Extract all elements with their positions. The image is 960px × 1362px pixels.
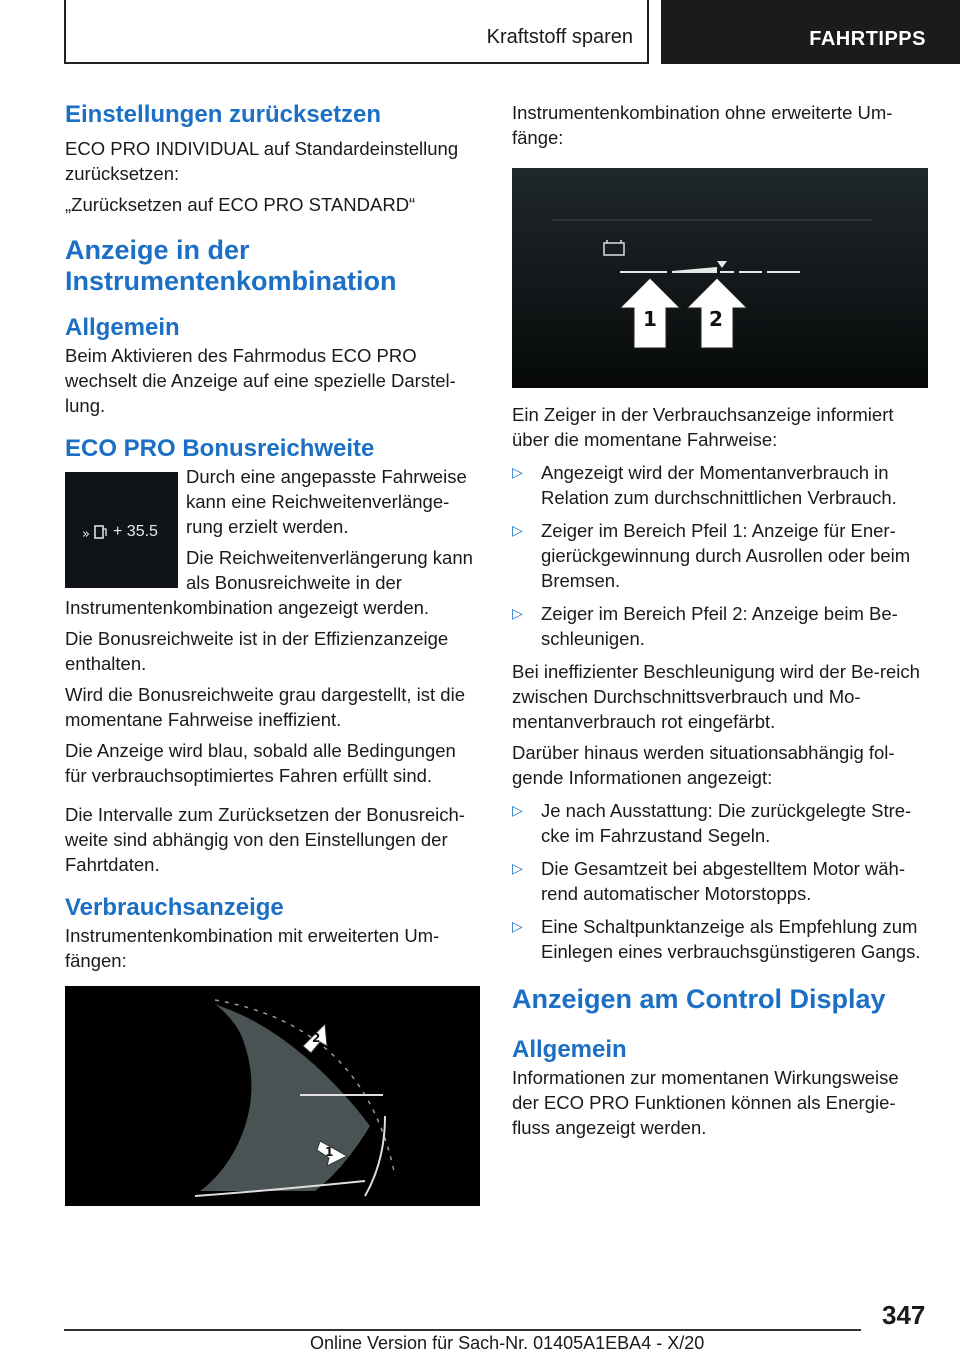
figure-label-2: 2 <box>312 1031 321 1045</box>
triangle-bullet-icon: ▷ <box>512 605 523 621</box>
footer-divider <box>64 1329 861 1331</box>
extended-cluster-figure <box>65 986 480 1206</box>
list-item <box>512 856 928 906</box>
svg-text:»: » <box>82 527 90 542</box>
list-item-text: Zeiger im Bereich Pfeil 2: Anzeige beim Be-schleunigen. <box>541 603 898 649</box>
pointer-paragraph: Ein Zeiger in der Verbrauchsanzeige informiert über die momentane Fahrweise: <box>512 404 894 450</box>
standard-cluster-figure <box>512 168 928 388</box>
bonus-range-value: + 35.5 <box>113 523 158 540</box>
inefficient-paragraph: Bei ineffizienter Beschleunigung wird der Be-reich zwischen Durchschnittsverbrauch und Mo-mentanverbrauch rot eingefärbt. <box>512 661 920 732</box>
additional-info-paragraph: Darüber hinaus werden situationsabhängig fol-gende Informationen angezeigt: <box>512 742 895 788</box>
figure-label-1: 1 <box>325 1145 334 1159</box>
list-item <box>512 518 928 593</box>
bonus-block <box>65 464 480 595</box>
list-item-text: Die Gesamtzeit bei abgestelltem Motor wäh-rend automatischer Motorstopps. <box>541 858 905 904</box>
bonus-heading: ECO PRO Bonusreichweite <box>65 435 375 462</box>
chapter-title: FAHRTIPPS <box>809 28 926 50</box>
list-item <box>512 798 928 848</box>
pointer-bullet-list <box>512 460 928 651</box>
general-paragraph: Beim Aktivieren des Fahrmodus ECO PRO wechselt die Anzeige auf eine spezielle Darstel-lung. <box>65 345 456 416</box>
bonus-paragraph-3: Die Bonusreichweite ist in der Effizienzanzeige enthalten. <box>65 628 449 674</box>
list-item-text: Angezeigt wird der Momentanverbrauch in Relation zum durchschnittlichen Verbrauch. <box>541 462 897 508</box>
header-chapter-box <box>661 0 960 64</box>
left-column <box>65 100 480 1206</box>
list-item <box>512 914 928 964</box>
bonus-text <box>186 464 480 595</box>
display-heading: Anzeige in der Instrumentenkombination <box>65 235 397 296</box>
list-item-text: Je nach Ausstattung: Die zurückgelegte Stre-cke im Fahrzustand Segeln. <box>541 800 912 846</box>
bonus-paragraph-2: Die Reichweitenverlängerung kann als Bonusreichweite in der <box>186 547 473 593</box>
bonus-paragraph-1: Durch eine angepasste Fahrweise kann eine Reichweitenverlänge-rung erzielt werden. <box>186 466 467 537</box>
section-title: Kraftstoff sparen <box>486 26 633 48</box>
page-number: 347 <box>882 1300 926 1330</box>
control-display-heading: Anzeigen am Control Display <box>512 984 886 1014</box>
consumption-heading: Verbrauchsanzeige <box>65 894 284 921</box>
list-item <box>512 460 928 510</box>
bonus-paragraph-2-cont: Instrumentenkombination angezeigt werden. <box>65 597 430 618</box>
triangle-bullet-icon: ▷ <box>512 918 523 934</box>
reset-paragraph-2: „Zurücksetzen auf ECO PRO STANDARD“ <box>65 194 416 215</box>
figure-label-2: 2 <box>709 307 723 331</box>
header-section-box <box>64 0 649 64</box>
reset-paragraph-1: ECO PRO INDIVIDUAL auf Standardeinstellung zurücksetzen: <box>65 138 459 184</box>
figure-label-1: 1 <box>643 307 657 331</box>
consumption-paragraph: Instrumentenkombination mit erweiterten Um-fängen: <box>65 925 440 971</box>
control-general-heading: Allgemein <box>512 1036 627 1063</box>
additional-bullet-list <box>512 798 928 964</box>
online-version-note: Online Version für Sach-Nr. 01405A1EBA4 - X/20 <box>310 1333 705 1353</box>
triangle-bullet-icon: ▷ <box>512 860 523 876</box>
control-paragraph: Informationen zur momentanen Wirkungsweise der ECO PRO Funktionen können als Energie-fluss angezeigt werden. <box>512 1067 899 1138</box>
reset-heading: Einstellungen zurücksetzen <box>65 101 382 128</box>
bonus-paragraph-6: Die Intervalle zum Zurücksetzen der Bonusreich-weite sind abhängig von den Einstellungen der Fahrtdaten. <box>65 804 465 875</box>
triangle-bullet-icon: ▷ <box>512 464 523 480</box>
list-item-text: Eine Schaltpunktanzeige als Empfehlung zum Einlegen eines verbrauchsgünstigeren Gangs. <box>541 916 921 962</box>
triangle-bullet-icon: ▷ <box>512 802 523 818</box>
intro-paragraph: Instrumentenkombination ohne erweiterte Um-fänge: <box>512 102 893 148</box>
general-heading: Allgemein <box>65 314 180 341</box>
list-item-text: Zeiger im Bereich Pfeil 1: Anzeige für Ener-gierückgewinnung durch Ausrollen oder beim Bremsen. <box>541 520 911 591</box>
bonus-range-display-image <box>65 472 178 588</box>
right-column <box>512 100 928 1140</box>
bonus-paragraph-5: Die Anzeige wird blau, sobald alle Bedingungen für verbrauchsoptimiertes Fahren erfüllt sind. <box>65 740 456 786</box>
triangle-bullet-icon: ▷ <box>512 522 523 538</box>
list-item <box>512 601 928 651</box>
bonus-paragraph-4: Wird die Bonusreichweite grau dargestellt, ist die momentane Fahrweise ineffizient. <box>65 684 465 730</box>
